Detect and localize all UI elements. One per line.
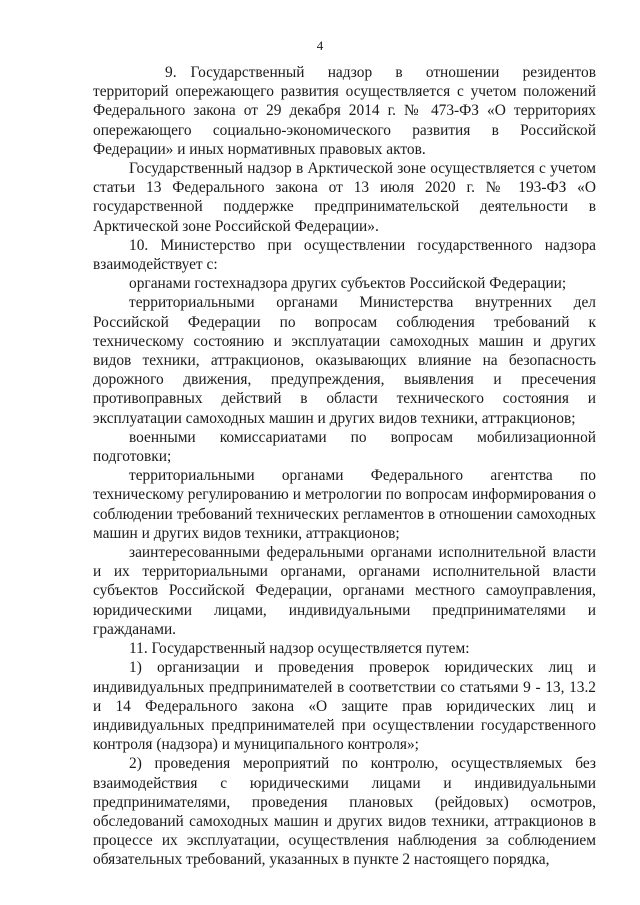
- paragraph-11: 11. Государственный надзор осуществляется путем:: [129, 640, 470, 658]
- paragraph-11-item-2: 2) проведения мероприятий по контролю, осуществляемых без взаимодействия с юридическими лицами и индивидуальными предпринимателями, проведения плановых (рейдовых) осмотров, обследований самоходных машин и других видов техники, аттракционов в процессе их эксплуатации, осуществления наблюдения за соблюдением обязательных требований, указанных в пункте 2 настоящего порядка,: [93, 755, 596, 869]
- document-body: [93, 63, 596, 870]
- paragraph-interested-bodies: заинтересованными федеральными органами исполнительной власти и их территориальными органами, органами исполнительной власти субъектов Российской Федерации, органами местного самоуправления, юридическими лицами, индивидуальными предпринимателями и гражданами.: [93, 544, 596, 638]
- item-number: 9.: [165, 64, 177, 81]
- paragraph-text: Государственный надзор в отношении резидентов территорий опережающего развития осуществляется с учетом положений Федерального закона от 29 декабря 2014 г. № 473-ФЗ «О территориях опережающего социально-экономического развития в Российской Федерации» и иных нормативных правовых актов.: [93, 64, 596, 158]
- paragraph-9: [93, 63, 596, 159]
- paragraph-11-item-1: 1) организации и проведения проверок юридических лиц и индивидуальных предпринимателей в соответствии со статьями 9 - 13, 13.2 и 14 Федерального закона «О защите прав юридических лиц и индивидуальных предпринимателей при осуществлении государственного контроля (надзора) и муниципального контроля»;: [93, 659, 596, 754]
- paragraph-military: военными комиссариатами по вопросам мобилизационной подготовки;: [93, 428, 596, 466]
- paragraph-rosstandart: территориальными органами Федерального агентства по техническому регулированию и метрологии по вопросам информирования о соблюдении требований технических регламентов в отношении самоходных машин и других видов техники, аттракционов;: [93, 467, 596, 542]
- paragraph-mvd: территориальными органами Министерства внутренних дел Российской Федерации по вопросам соблюдения требований к техническому состоянию и эксплуатации самоходных машин и других видов техники, аттракционов, оказывающих влияние на безопасность дорожного движения, предупреждения, выявления и пресечения противоправных действий в области технического состояния и эксплуатации самоходных машин и других видов техники, аттракционов;: [93, 294, 596, 427]
- paragraph-gostekhnadzor: органами гостехнадзора других субъектов Российской Федерации;: [129, 275, 567, 293]
- page-number: 4: [316, 38, 324, 53]
- paragraph-arctic: Государственный надзор в Арктической зоне осуществляется с учетом статьи 13 Федерального закона от 13 июля 2020 г. № 193-ФЗ «О государственной поддержке предпринимательской деятельности в Арктической зоне Российской Федерации».: [93, 160, 596, 235]
- paragraph-10: 10. Министерство при осуществлении государственного надзора взаимодействует с:: [93, 236, 596, 274]
